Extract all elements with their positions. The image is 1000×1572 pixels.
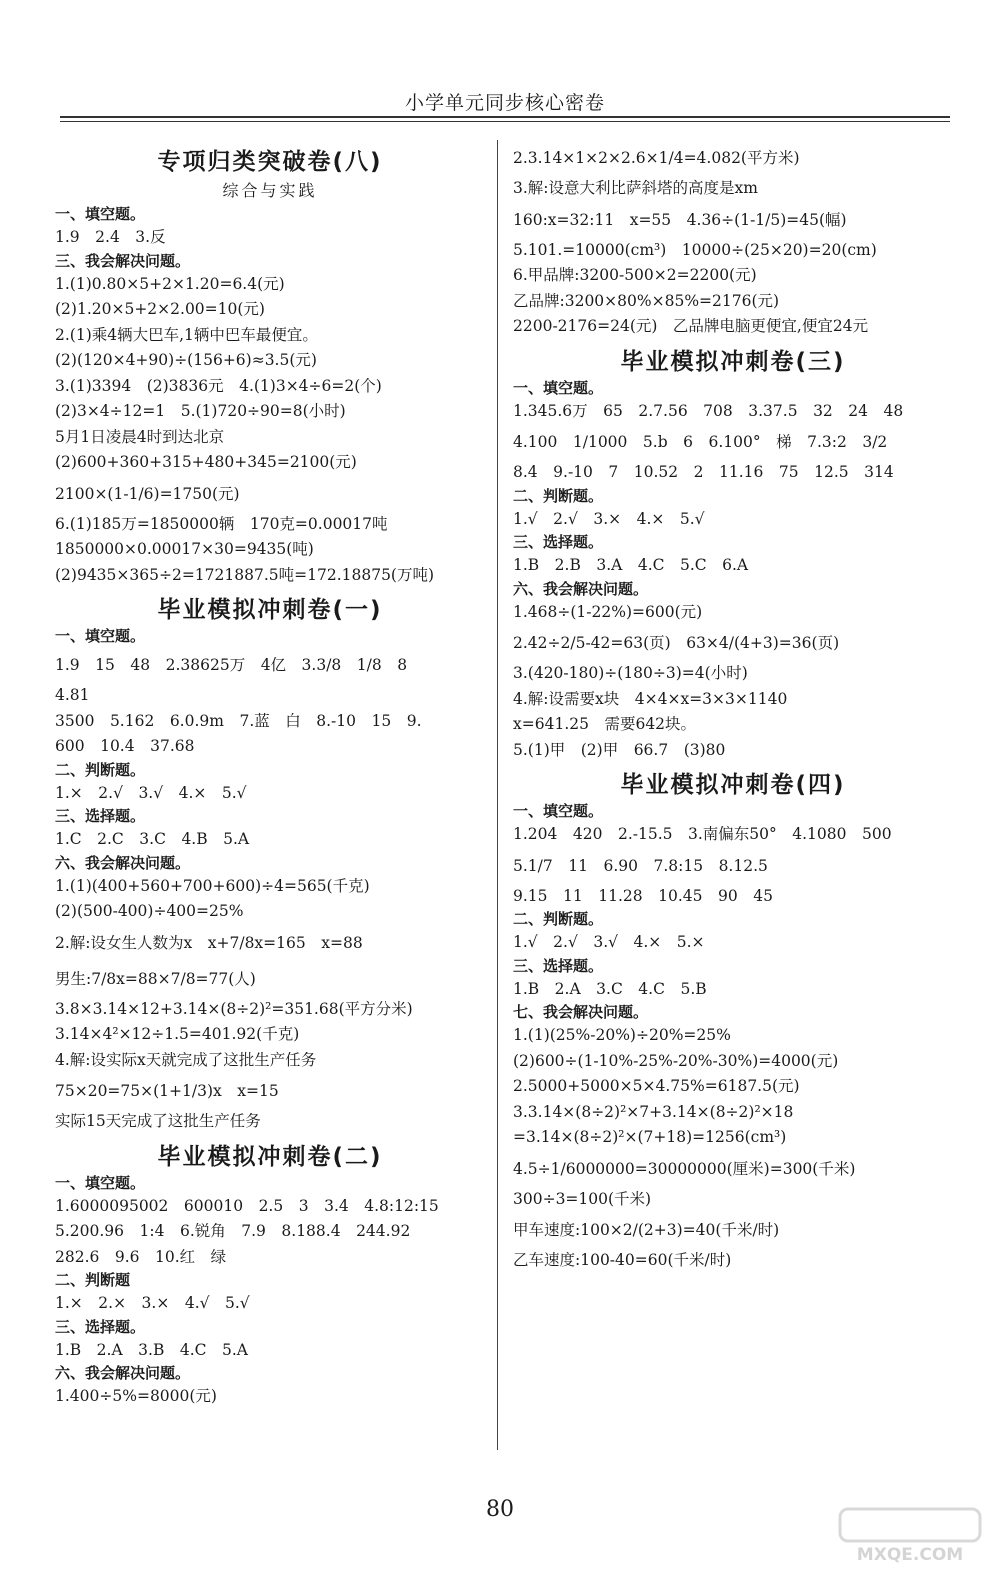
answer-line: 5.101.=10000(cm³) 10000÷(25×20)=20(cm)	[513, 240, 877, 259]
answer-line: 1.B 2.B 3.A 4.C 5.C 6.A	[513, 556, 749, 574]
question-heading: 一、填空题。	[513, 378, 604, 397]
answer-line: 3.(420-180)÷(180÷3)=4(小时)	[513, 664, 748, 682]
answer-line: (2)(500-400)÷400=25%	[55, 902, 244, 920]
question-heading: 一、填空题。	[513, 802, 604, 820]
answer-line: 1850000×0.00017×30=9435(吨)	[55, 540, 314, 558]
answer-line: 2200-2176=24(元) 乙品牌电脑更便宜,便宜24元	[513, 317, 869, 335]
answer-line: 1.468÷(1-22%)=600(元)	[513, 602, 703, 621]
answer-line: 4.5÷1/6000000=30000000(厘米)=300(千米)	[513, 1159, 856, 1178]
question-heading: 一、填空题。	[55, 205, 146, 223]
answer-line: 男生:7/8x=88×7/8=77(人)	[55, 969, 256, 988]
header-rule	[60, 116, 950, 118]
column-divider	[497, 140, 498, 1450]
answer-line: (2)1.20×5+2×2.00=10(元)	[55, 300, 265, 318]
answer-line: 4.解:设需要x块 4×4×x=3×3×1140	[513, 689, 788, 708]
answer-line: 5.1/7 11 6.90 7.8:15 8.12.5	[513, 856, 768, 875]
question-heading: 一、填空题。	[55, 1173, 146, 1192]
question-heading: 六、我会解决问题。	[55, 853, 191, 872]
answer-line: 1.204 420 2.-15.5 3.南偏东50° 4.1080 500	[513, 825, 892, 843]
section-title: 专项归类突破卷(八)	[157, 149, 383, 175]
answer-line: 3.14×4²×12÷1.5=401.92(千克)	[55, 1025, 300, 1043]
page-number: 80	[486, 1497, 514, 1522]
answer-line: 1.400÷5%=8000(元)	[55, 1387, 217, 1405]
section-title: 毕业模拟冲刺卷(一)	[157, 597, 383, 623]
section-title: 毕业模拟冲刺卷(三)	[620, 348, 846, 375]
answer-line: (2)(120×4+90)÷(156+6)≈3.5(元)	[55, 351, 317, 369]
answer-line: 600 10.4 37.68	[55, 737, 195, 755]
question-heading: 二、判断题	[55, 1271, 131, 1289]
answer-line: 1.(1)(25%-20%)÷20%=25%	[513, 1026, 731, 1044]
answer-line: 75×20=75×(1+1/3)x x=15	[55, 1082, 279, 1100]
answer-line: 1.B 2.A 3.B 4.C 5.A	[55, 1340, 248, 1359]
question-heading: 三、我会解决问题。	[55, 251, 191, 270]
answer-line: 乙品牌:3200×80%×85%=2176(元)	[513, 291, 780, 310]
answer-line: 2.42÷2/5-42=63(页) 63×4/(4+3)=36(页)	[513, 634, 840, 652]
question-heading: 七、我会解决问题。	[513, 1003, 649, 1021]
answer-line: 6.甲品牌:3200-500×2=2200(元)	[513, 266, 757, 284]
answer-line: 1.(1)(400+560+700+600)÷4=565(千克)	[55, 876, 370, 895]
answer-line: 1.9 2.4 3.反	[55, 228, 166, 246]
answer-line: 2100×(1-1/6)=1750(元)	[55, 484, 240, 503]
answer-line: x=641.25 需要642块。	[513, 715, 697, 733]
answer-line: 3.解:设意大利比萨斜塔的高度是xm	[513, 179, 758, 197]
answer-line: 1.C 2.C 3.C 4.B 5.A	[55, 830, 250, 848]
watermark-text: MXQE.COM	[856, 1545, 964, 1565]
answer-line: 1.9 15 48 2.38625万 4亿 3.3/8 1/8 8	[55, 656, 408, 674]
watermark-logo	[830, 1505, 990, 1565]
answer-line: 5.200.96 1:4 6.锐角 7.9 8.188.4 244.92	[55, 1222, 411, 1240]
answer-line: 160:x=32:11 x=55 4.36÷(1-1/5)=45(幅)	[513, 210, 847, 229]
answer-line: 5.(1)甲 (2)甲 66.7 (3)80	[513, 740, 726, 759]
answer-line: (2)3×4÷12=1 5.(1)720÷90=8(小时)	[55, 402, 346, 420]
answer-line: (2)600÷(1-10%-25%-20%-30%)=4000(元)	[513, 1051, 839, 1070]
answer-line: 4.解:设实际x天就完成了这批生产任务	[55, 1050, 317, 1069]
question-heading: 三、选择题。	[55, 807, 146, 825]
answer-line: 1.B 2.A 3.C 4.C 5.B	[513, 979, 707, 998]
answer-line: 3.8×3.14×12+3.14×(8÷2)²=351.68(平方分米)	[55, 999, 413, 1018]
right-column	[513, 140, 953, 1274]
answer-line: 1.√ 2.√ 3.√ 4.× 5.×	[513, 933, 705, 951]
answer-line: 1.(1)0.80×5+2×1.20=6.4(元)	[55, 274, 285, 293]
question-heading: 一、填空题。	[55, 627, 146, 645]
page-header	[60, 82, 950, 122]
answer-line: 1.× 2.× 3.× 4.√ 5.√	[55, 1294, 250, 1312]
question-heading: 三、选择题。	[55, 1317, 146, 1336]
answer-line: 5月1日凌晨4时到达北京	[55, 427, 225, 446]
answer-line: 实际15天完成了这批生产任务	[55, 1112, 261, 1130]
answer-line: 3500 5.162 6.0.9m 7.蓝 白 8.-10 15 9.	[55, 711, 422, 730]
answer-line: 1.6000095002 600010 2.5 3 3.4 4.8:12:15	[55, 1196, 439, 1215]
running-title: 小学单元同步核心密卷	[404, 92, 605, 114]
answer-line: 300÷3=100(千米)	[513, 1189, 652, 1208]
answer-line: 乙车速度:100-40=60(千米/时)	[513, 1251, 732, 1269]
answer-line: 2.5000+5000×5×4.75%=6187.5(元)	[513, 1077, 800, 1095]
answer-line: 2.3.14×1×2×2.6×1/4=4.082(平方米)	[513, 149, 800, 167]
question-heading: 二、判断题。	[55, 760, 146, 779]
watermark-icon	[830, 1505, 990, 1545]
left-column	[55, 140, 485, 1410]
answer-line: 甲车速度:100×2/(2+3)=40(千米/时)	[513, 1221, 780, 1239]
answer-line: 3.3.14×(8÷2)²×7+3.14×(8÷2)²×18	[513, 1102, 794, 1121]
answer-line: 282.6 9.6 10.红 绿	[55, 1247, 227, 1266]
question-heading: 六、我会解决问题。	[513, 579, 649, 598]
header-rule-thin	[60, 121, 950, 122]
answer-line: 6.(1)185万=1850000辆 170克=0.00017吨	[55, 514, 388, 533]
question-heading: 六、我会解决问题。	[55, 1364, 191, 1382]
answer-line: 3.(1)3394 (2)3836元 4.(1)3×4÷6=2(个)	[55, 376, 382, 395]
answer-line: 8.4 9.-10 7 10.52 2 11.16 75 12.5 314	[513, 463, 894, 481]
answer-line: 1.√ 2.√ 3.× 4.× 5.√	[513, 509, 705, 528]
answer-line: 1.345.6万 65 2.7.56 708 3.37.5 32 24 48	[513, 401, 904, 420]
section-title: 毕业模拟冲刺卷(二)	[157, 1143, 383, 1170]
question-heading: 三、选择题。	[513, 956, 604, 975]
answer-line: 4.100 1/1000 5.b 6 6.100° 梯 7.3:2 3/2	[513, 433, 888, 451]
answer-line: =3.14×(8÷2)²×(7+18)=1256(cm³)	[513, 1128, 787, 1146]
answer-line: 4.81	[55, 686, 90, 704]
question-heading: 三、选择题。	[513, 533, 604, 551]
answer-line: 2.解:设女生人数为x x+7/8x=165 x=88	[55, 933, 363, 952]
section-title: 毕业模拟冲刺卷(四)	[620, 772, 846, 798]
answer-line: 2.(1)乘4辆大巴车,1辆中巴车最便宜。	[55, 325, 318, 344]
answer-line: (2)9435×365÷2=1721887.5吨=172.18875(万吨)	[55, 565, 435, 584]
answer-line: (2)600+360+315+480+345=2100(元)	[55, 453, 357, 471]
question-heading: 二、判断题。	[513, 486, 604, 505]
answer-line: 9.15 11 11.28 10.45 90 45	[513, 886, 773, 905]
section-subtitle: 综合与实践	[222, 181, 318, 200]
answer-line: 1.× 2.√ 3.√ 4.× 5.√	[55, 783, 247, 802]
question-heading: 二、判断题。	[513, 910, 604, 928]
